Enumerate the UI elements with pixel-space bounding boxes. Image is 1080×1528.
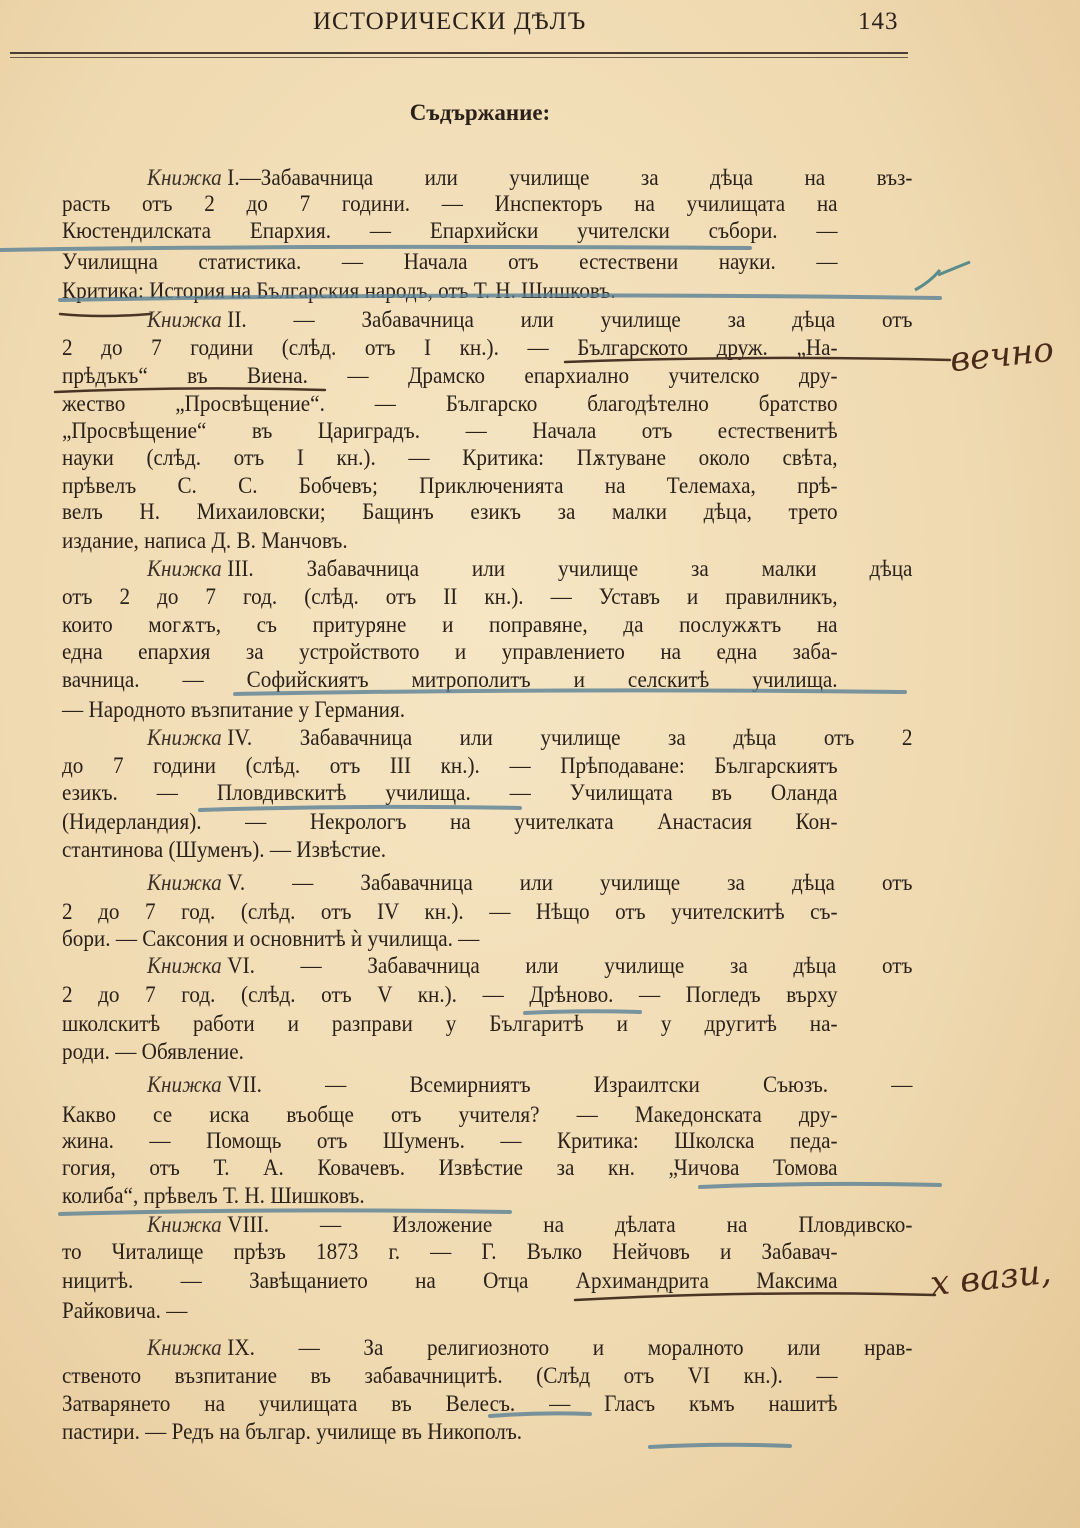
line-text: вачница. — Софийскиятъ митрополитъ и селскитѣ училища. <box>62 667 838 692</box>
line-text: отъ 2 до 7 год. (слѣд. отъ II кн.). — Уставъ и правилникъ, <box>62 584 838 609</box>
book-label: Книжка <box>147 556 222 581</box>
book-label: Книжка <box>147 725 222 750</box>
line-text: (Нидерландия). — Некрологъ на учителката Анастасия Кон- <box>62 809 838 834</box>
line-text: VIII. — Изложение на дѣлата на Пловдивско- <box>227 1212 913 1237</box>
line-text: Какво се иска въобще отъ учителя? — Македонската дру- <box>62 1102 838 1127</box>
line-text: 2 до 7 год. (слѣд. отъ IV кн.). — Нѣщо отъ учителскитѣ съ- <box>62 899 838 924</box>
line-text: бори. — Саксония и основнитѣ ѝ училища. — <box>62 926 480 951</box>
line-text: то Читалище прѣзъ 1873 г. — Г. Вълко Нейчовъ и Забавач- <box>62 1239 838 1264</box>
underline-mark <box>0 247 750 250</box>
line-text: IV. Забавачница или училище за дѣца отъ 2 <box>227 725 913 750</box>
book-label: Книжка <box>147 1212 222 1237</box>
line-text: расть отъ 2 до 7 години. — Инспекторъ на училищата на <box>62 191 838 216</box>
underline-mark <box>235 690 905 694</box>
line-text: прѣдъкъ“ въ Виена. — Драмско епархиално учителско дру- <box>62 363 838 388</box>
book-label: Книжка <box>147 953 222 978</box>
underline-mark <box>60 295 940 300</box>
check-mark <box>915 262 970 290</box>
line-text: Училищна статистика. — Начала отъ естествени науки. — <box>62 249 838 274</box>
book-label: Книжка <box>147 307 222 332</box>
line-text: VII. — Всемирниятъ Израилтски Съюзъ. — <box>227 1072 913 1097</box>
line-text: велъ Н. Михаиловски; Бащинъ езикъ за малки дѣца, трето <box>62 499 838 524</box>
underline-mark <box>565 358 950 362</box>
line-text: езикъ. — Пловдивскитѣ училища. — Училищата въ Оланда <box>62 780 838 805</box>
book-label: Книжка <box>147 870 222 895</box>
line-text: I.—Забавачница или училище за дѣца на въз- <box>227 165 913 190</box>
line-text: пастири. — Редъ на българ. училище въ Никополъ. <box>62 1419 523 1444</box>
book-label: Книжка <box>147 1072 222 1097</box>
contents-title: Съдържание: <box>409 100 551 125</box>
underline-mark <box>490 1413 590 1416</box>
line-text: ницитѣ. — Завѣщанието на Отца Архимандрита Максима <box>62 1268 838 1293</box>
line-text: школскитѣ работи и разправи у Българитѣ и у другитѣ на- <box>62 1011 838 1036</box>
line-text: издание, написа Д. В. Манчовъ. <box>62 528 348 553</box>
margin-note: х вази, <box>928 1251 1054 1305</box>
page-number: 143 <box>858 8 899 35</box>
line-text: жина. — Помощь отъ Шуменъ. — Критика: Школска педа- <box>62 1128 838 1153</box>
line-text: Райковича. — <box>62 1298 188 1323</box>
underline-mark <box>700 1184 940 1187</box>
line-text: Критика: История на Българския народъ, отъ Т. Н. Шишковъ. <box>62 278 616 303</box>
line-text: прѣвелъ С. С. Бобчевъ; Приключенията на Телемаха, прѣ- <box>62 473 838 498</box>
line-text: роди. — Обявление. <box>62 1039 244 1064</box>
underline-mark <box>55 388 325 392</box>
line-text: които могѫтъ, съ притуряне и поправяне, да послужѫтъ на <box>62 612 838 637</box>
line-text: 2 до 7 години (слѣд. отъ I кн.). — Българското друж. „На- <box>62 335 838 360</box>
line-text: Кюстендилската Епархия. — Епархийски учителски събори. — <box>62 218 838 243</box>
book-label: Книжка <box>147 165 222 190</box>
underline-mark <box>60 314 150 316</box>
margin-note: вечно <box>948 329 1056 381</box>
line-text: III. Забавачница или училище за малки дѣца <box>227 556 913 581</box>
line-text: науки (слѣд. отъ I кн.). — Критика: Пѫтуване около свѣта, <box>62 445 838 470</box>
line-text: — Народното възпитание у Германия. <box>62 697 406 722</box>
line-text: до 7 години (слѣд. отъ III кн.). — Прѣподаване: Българскиятъ <box>62 753 838 778</box>
underline-mark <box>200 807 520 810</box>
book-label: Книжка <box>147 1335 222 1360</box>
line-text: V. — Забавачница или училище за дѣца отъ <box>227 870 913 895</box>
line-text: една епархия за устройството и управлението на една заба- <box>62 639 838 664</box>
underline-mark <box>525 1011 640 1013</box>
line-text: ственото възпитание въ забавачницитѣ. (Слѣд отъ VI кн.). — <box>62 1363 838 1388</box>
running-title: ИСТОРИЧЕСКИ ДѢЛЪ <box>313 8 587 35</box>
underline-mark <box>575 1293 935 1300</box>
line-text: IX. — За религиозното и моралното или нрав- <box>227 1335 913 1360</box>
underline-mark <box>60 1210 510 1214</box>
line-text: Затварянето на училищата въ Велесъ. — Гласъ къмъ нашитѣ <box>62 1391 838 1416</box>
line-text: VI. — Забавачница или училище за дѣца отъ <box>227 953 913 978</box>
line-text: „Просвѣщение“ въ Цариградъ. — Начала отъ естественитѣ <box>62 418 838 443</box>
line-text: жество „Просвѣщение“. — Българско благодѣтелно братство <box>62 391 838 416</box>
line-text: стантинова (Шуменъ). — Извѣстие. <box>62 837 387 862</box>
line-text: колиба“, прѣвелъ Т. Н. Шишковъ. <box>62 1183 365 1208</box>
line-text: II. — Забавачница или училище за дѣца отъ <box>227 307 913 332</box>
line-text: гогия, отъ Т. А. Ковачевъ. Извѣстие за кн. „Чичова Томова <box>62 1155 838 1180</box>
underline-mark <box>650 1445 790 1447</box>
line-text: 2 до 7 год. (слѣд. отъ V кн.). — Дрѣново. — Погледъ върху <box>62 982 838 1007</box>
